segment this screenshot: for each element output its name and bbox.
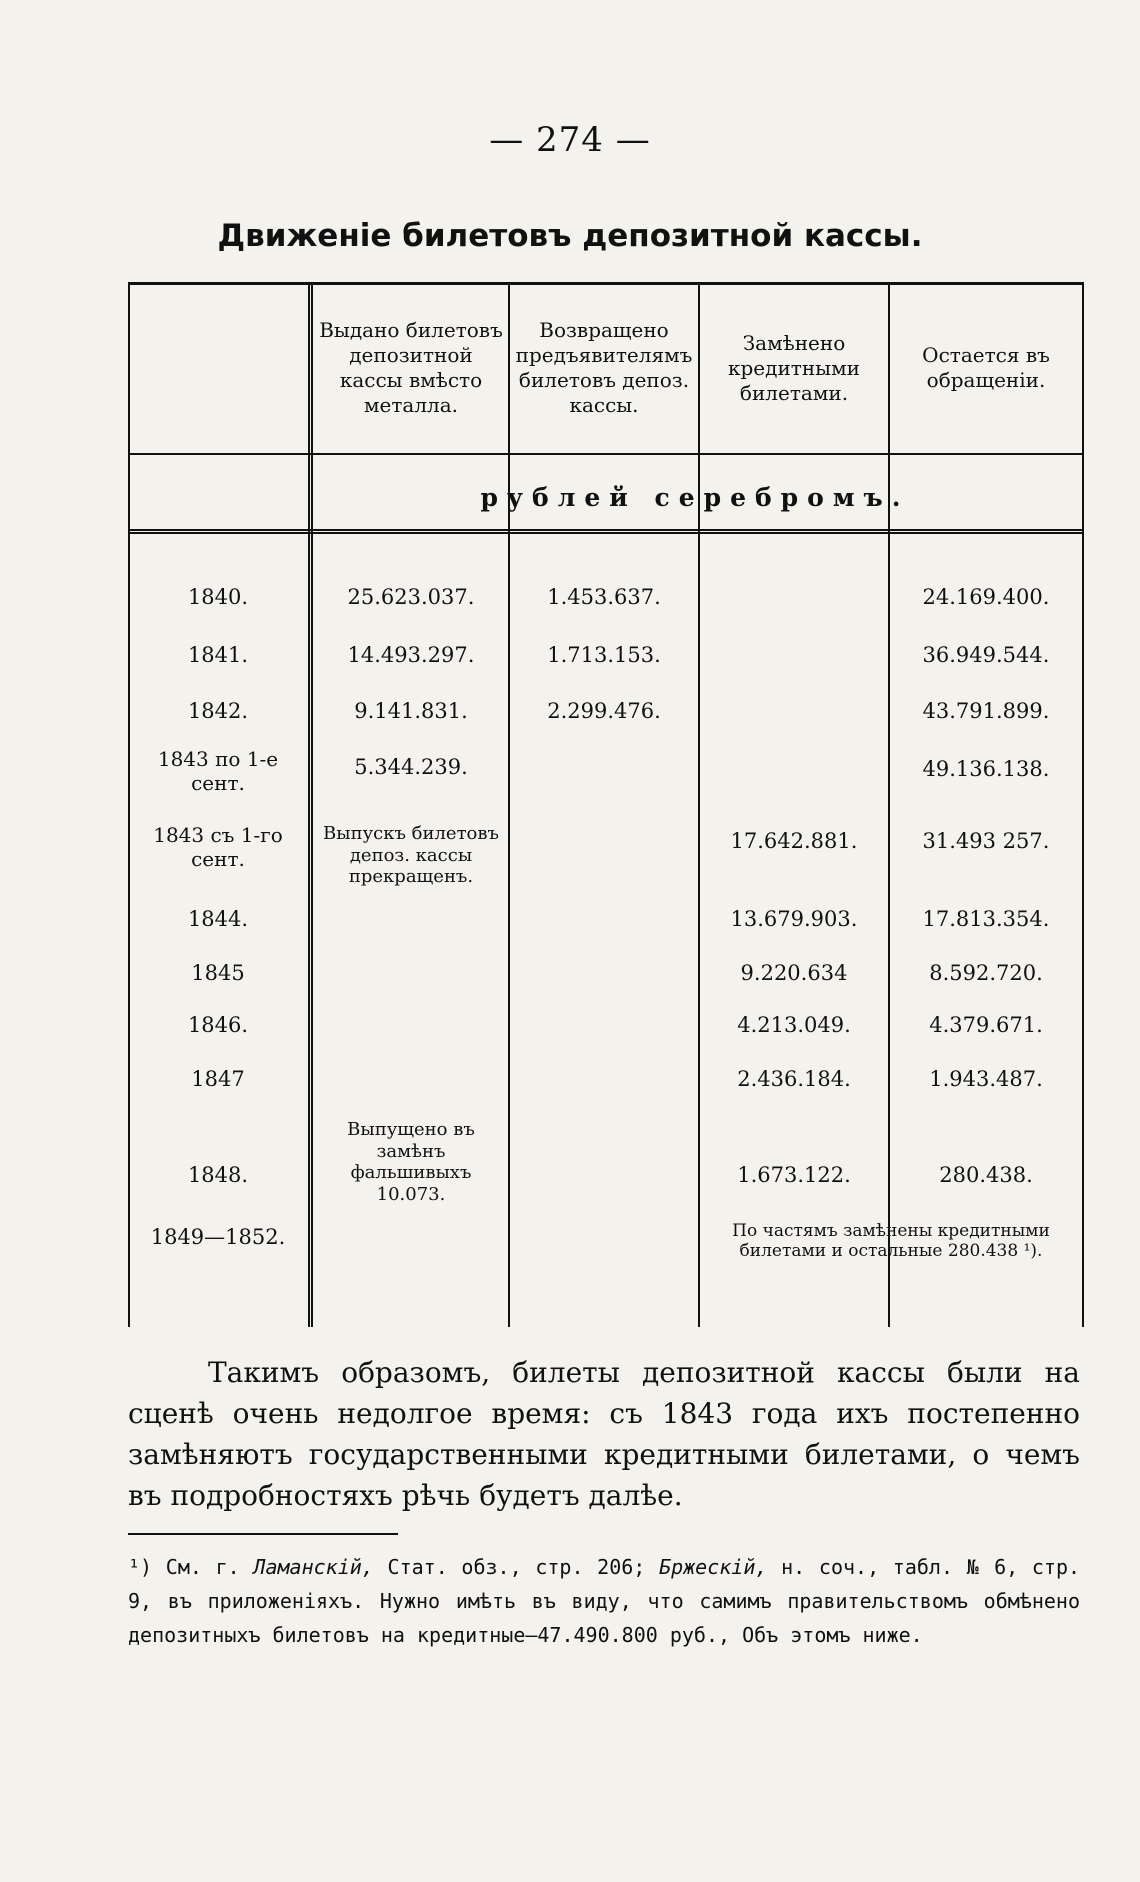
remaining-cell: 1.943.487.	[929, 1067, 1043, 1091]
unit-label: рублей серебромъ.	[480, 482, 910, 512]
footnote-rule	[128, 1533, 398, 1535]
year-cell: 1843 по 1-е сент.	[157, 747, 279, 795]
table-title: Движеніе билетовъ депозитной кассы.	[217, 218, 923, 254]
remaining-cell: 17.813.354.	[922, 907, 1050, 931]
issued-cell: 14.493.297.	[347, 643, 475, 667]
replaced-cell: 17.642.881.	[730, 829, 858, 853]
returned-cell: 2.299.476.	[547, 699, 661, 723]
footnote-marker: ¹)	[128, 1555, 153, 1579]
remaining-cell: 31.493 257.	[922, 829, 1050, 853]
header-issued: Выдано билетовъ депозитной кассы вмѣсто металла.	[319, 318, 503, 417]
returned-cell: 1.713.153.	[547, 643, 661, 667]
footnote-part-2: н. соч., табл. № 6, стр. 9, въ приложеніяхъ. Нужно имѣть въ виду, что самимъ правительствомъ обмѣнено депозитныхъ билетовъ на кредитные—47.490.800 руб., Объ этомъ ниже.	[128, 1555, 1081, 1647]
year-cell: 1846.	[187, 1013, 249, 1037]
remaining-cell: 8.592.720.	[929, 961, 1043, 985]
remaining-cell: 4.379.671.	[929, 1013, 1043, 1037]
column-divider	[698, 285, 700, 1327]
footnote	[128, 1550, 1080, 1652]
year-cell: 1840.	[187, 585, 249, 609]
replaced-cell: 2.436.184.	[737, 1067, 851, 1091]
column-divider	[308, 285, 313, 1327]
year-cell: 1844.	[187, 907, 249, 931]
body-paragraph: Такимъ образомъ, билеты депозитной кассы были на сценѣ очень недолгое время: съ 1843 года ихъ постепенно замѣняютъ государственными кредитными билетами, о чемъ въ подробностяхъ рѣчь будетъ далѣе.	[128, 1356, 1080, 1512]
footnote-part-1: Стат. обз., стр. 206;	[387, 1555, 646, 1579]
year-cell: 1848.	[187, 1163, 249, 1187]
year-cell: 1842.	[187, 699, 249, 723]
issued-cell: Выпускъ билетовъ депоз. кассы прекращенъ.	[323, 823, 499, 888]
header-remaining: Остается въ обращеніи.	[922, 343, 1050, 392]
year-cell: 1841.	[187, 643, 249, 667]
page-number: — 274 —	[489, 120, 651, 160]
year-cell: 1843 съ 1-го сент.	[153, 823, 283, 871]
issued-cell: 5.344.239.	[354, 755, 468, 779]
replaced-cell: 1.673.122.	[737, 1163, 851, 1187]
header-divider	[130, 453, 1082, 455]
replaced-cell: 9.220.634	[740, 961, 848, 985]
replaced-cell: 4.213.049.	[737, 1013, 851, 1037]
unit-divider	[130, 529, 1082, 534]
footnote-author-2: Бржескій,	[659, 1555, 768, 1579]
footnote-prefix: См. г.	[165, 1555, 240, 1579]
issued-cell: 25.623.037.	[347, 585, 475, 609]
header-replaced: Замѣнено кредитными билетами.	[728, 330, 860, 405]
issued-cell: 9.141.831.	[354, 699, 468, 723]
remaining-cell: 49.136.138.	[922, 757, 1050, 781]
year-cell: 1845	[191, 961, 245, 985]
remaining-cell: 280.438.	[939, 1163, 1033, 1187]
replaced-cell: По частямъ замѣнены кредитными билетами и остальные 280.438 ¹).	[732, 1221, 1050, 1262]
year-cell: 1847	[191, 1067, 245, 1091]
issued-cell: Выпущено въ замѣнъ фальшивыхъ 10.073.	[347, 1119, 475, 1205]
header-returned: Возвращено предъявителямъ билетовъ депоз. кассы.	[515, 318, 693, 417]
footnote-author-1: Ламанскій,	[253, 1555, 374, 1579]
returned-cell: 1.453.637.	[547, 585, 661, 609]
deposit-table	[128, 282, 1084, 1327]
remaining-cell: 24.169.400.	[922, 585, 1050, 609]
replaced-cell: 13.679.903.	[730, 907, 858, 931]
column-divider	[508, 285, 510, 1327]
remaining-cell: 36.949.544.	[922, 643, 1050, 667]
year-cell: 1849—1852.	[150, 1225, 286, 1249]
remaining-cell: 43.791.899.	[922, 699, 1050, 723]
column-divider	[888, 285, 890, 1327]
